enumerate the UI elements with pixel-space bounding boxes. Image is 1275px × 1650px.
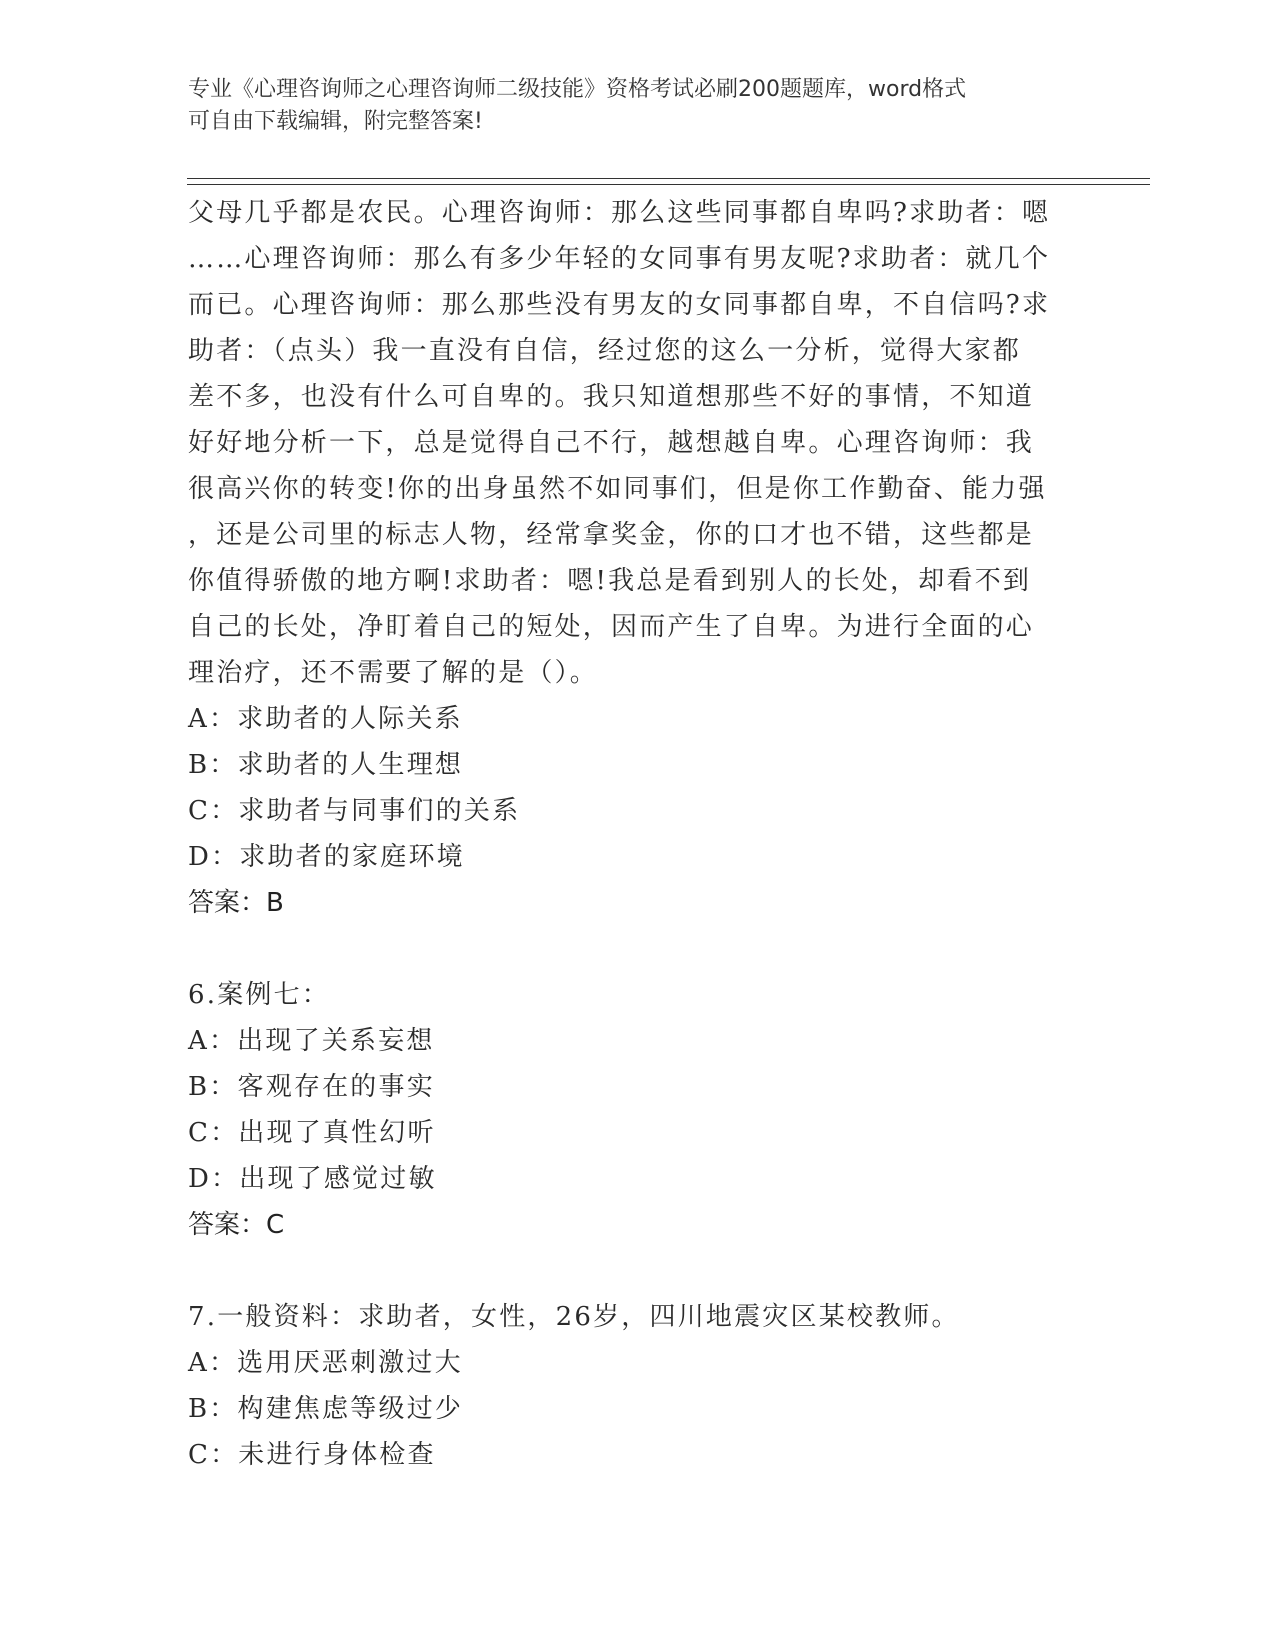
question-text-line: 助者：（点头）我一直没有自信，经过您的这么一分析，觉得大家都: [188, 336, 1022, 366]
question-text-line: 理治疗，还不需要了解的是（）。: [188, 658, 599, 688]
question-text-line: 而已。心理咨询师：那么那些没有男友的女同事都自卑，不自信吗?求: [188, 290, 1051, 320]
option-b: B：客观存在的事实: [188, 1072, 435, 1102]
option-c: C：出现了真性幻听: [188, 1118, 436, 1148]
option-c: C：未进行身体检查: [188, 1440, 436, 1470]
option-b: B：构建焦虑等级过少: [188, 1394, 464, 1424]
question-text-line: ……心理咨询师：那么有多少年轻的女同事有男友呢?求助者：就几个: [188, 244, 1051, 274]
question-text-line: 很高兴你的转变!你的出身虽然不如同事们，但是你工作勤奋、能力强: [188, 474, 1047, 504]
question-stem: 6.案例七：: [188, 980, 331, 1010]
section-spacer: [188, 1248, 1088, 1294]
answer-label: 答案：B: [188, 888, 284, 918]
option-c: C：求助者与同事们的关系: [188, 796, 521, 826]
answer-label: 答案：C: [188, 1210, 285, 1240]
question-text-line: 你值得骄傲的地方啊!求助者：嗯!我总是看到别人的长处，却看不到: [188, 566, 1032, 596]
header-divider-bottom: [187, 184, 1150, 185]
option-a: A：选用厌恶刺激过大: [188, 1348, 463, 1378]
question-text-line: 父母几乎都是农民。心理咨询师：那么这些同事都自卑吗?求助者：嗯: [188, 198, 1051, 228]
document-body: [188, 190, 1088, 1478]
option-b: B：求助者的人生理想: [188, 750, 464, 780]
option-d: D：求助者的家庭环境: [188, 842, 465, 872]
header-line-1: 专业《心理咨询师之心理咨询师二级技能》资格考试必刷200题题库，word格式: [188, 77, 967, 102]
question-text-line: 自己的长处，净盯着自己的短处，因而产生了自卑。为进行全面的心: [188, 612, 1035, 642]
question-6: [188, 972, 1088, 1248]
question-5: [188, 190, 1088, 926]
question-text-line: 好好地分析一下，总是觉得自己不行，越想越自卑。心理咨询师：我: [188, 428, 1035, 458]
question-7: [188, 1294, 1088, 1478]
header-line-2: 可自由下载编辑，附完整答案!: [188, 109, 483, 134]
option-a: A：求助者的人际关系: [188, 704, 463, 734]
question-text-line: ，还是公司里的标志人物，经常拿奖金，你的口才也不错，这些都是: [188, 520, 1035, 550]
question-stem: 7.一般资料：求助者，女性，26岁，四川地震灾区某校教师。: [188, 1302, 960, 1332]
option-a: A：出现了关系妄想: [188, 1026, 435, 1056]
document-header: [188, 74, 1088, 138]
section-spacer: [188, 926, 1088, 972]
question-text-line: 差不多，也没有什么可自卑的。我只知道想那些不好的事情，不知道: [188, 382, 1035, 412]
header-divider-top: [187, 178, 1150, 179]
option-d: D：出现了感觉过敏: [188, 1164, 437, 1194]
